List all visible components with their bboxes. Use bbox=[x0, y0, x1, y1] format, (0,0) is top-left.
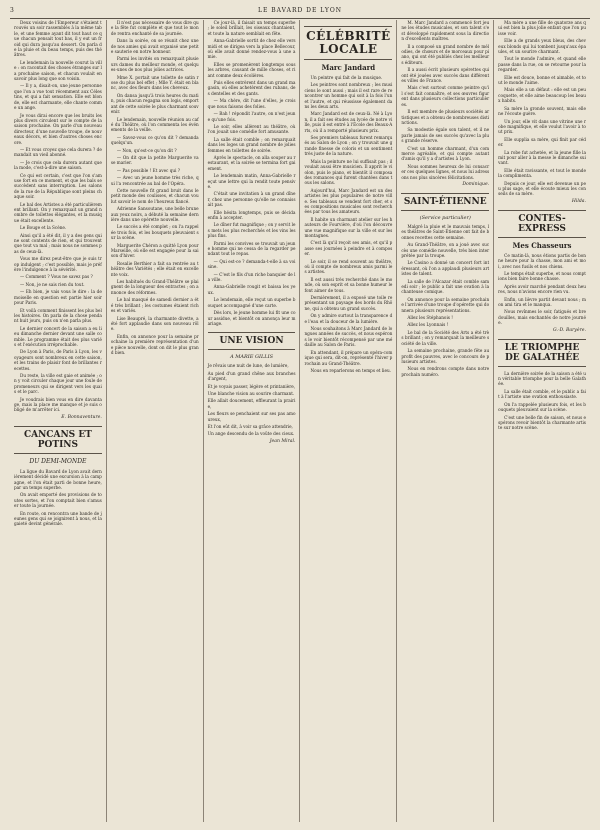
article-paragraph: Ce jour-là, il faisait un temps superbe ; le soleil brillait, les oiseaux chantaient, et toute la nature semblait en fête. bbox=[207, 20, 296, 36]
article-paragraph: Cette nouvelle fit grand bruit dans le petit monde des coulisses, et chacun voulut savoir le nom de l'heureux fiancé. bbox=[110, 187, 199, 204]
article-paragraph: Dans la soirée, on se réunit chez une de nos amies qui avait organisé une petite sauterie en notre honneur. bbox=[110, 38, 199, 55]
article-paragraph: C'est là qu'il reçoit ses amis, et qu'il passe ses journées à peindre et à composer. bbox=[304, 240, 393, 257]
article-paragraph: Ses premiers tableaux furent remarqués au Salon de Lyon ; on y trouvait une grande finesse de coloris et un sentiment très juste de la nature. bbox=[304, 135, 393, 157]
author-signature: Hilda. bbox=[571, 198, 586, 204]
article-paragraph: Le bal de la Société des Arts a été très brillant ; on y remarquait la meilleure société de la ville. bbox=[401, 329, 490, 346]
poem-line: Une blanche vision au sourire charmant. bbox=[207, 390, 295, 396]
article-paragraph: Le Casino a donné un concert fort intéressant, où l'on a applaudi plusieurs artistes de talent. bbox=[401, 260, 490, 277]
column-2 bbox=[107, 20, 204, 822]
article-paragraph: — Non, qu'est-ce qu'on dit ? bbox=[116, 147, 177, 153]
article-paragraph: — Eh bien, je vais vous le dire : la demoiselle en question est partie hier soir pour Paris. bbox=[14, 289, 102, 306]
poem-line: Et je voyais passer, légère et printanière, bbox=[207, 383, 296, 389]
article-paragraph: — Ma chère, dit l'une d'elles, je crois que nous faisons des folies. bbox=[207, 98, 296, 109]
article-paragraph: Allez les Stéphanois ! bbox=[407, 315, 453, 321]
article-paragraph: Il habite un charmant atelier sur les hauteurs de Fourvière, d'où l'on découvre une vue magnifique sur la ville et sur les montagnes. bbox=[304, 216, 393, 238]
page-number: 3 bbox=[10, 7, 15, 14]
section-subtitle: DU DEMI-MONDE bbox=[29, 457, 87, 465]
column-4 bbox=[300, 20, 397, 822]
section-title: CANCANS ET POTINS bbox=[14, 426, 102, 454]
article-paragraph: Le lendemain matin, Anna-Gabrielle reçut une lettre qui la rendit toute pensive. bbox=[207, 173, 296, 189]
article-paragraph: — Avec un jeune homme très riche, qui l'a rencontrée au bal de l'Opéra. bbox=[110, 175, 199, 186]
section-title: UNE VISION bbox=[208, 332, 296, 350]
article-paragraph: Malgré la pluie et le mauvais temps, les théâtres de Saint-Étienne ont fait de bonnes recettes cette semaine. bbox=[401, 223, 490, 240]
article-paragraph: — Il y a, disait-on, une jeune personne que l'on a vue tout récemment aux Célestins, et qui a fait sensation. Elle est blonde, elle est charmante, elle chante comme un ange. bbox=[14, 83, 102, 111]
article-paragraph: Rosalie Berthier a fait sa rentrée au théâtre des Variétés ; elle était en excellente voix. bbox=[110, 260, 199, 277]
article-paragraph: Ma mère a une fille de quatorze ans qui est bien la plus jolie enfant que l'on puisse voir. bbox=[498, 20, 586, 36]
article-paragraph: La semaine prochaine, grande fête au profit des pauvres, avec le concours de plusieurs artistes. bbox=[401, 348, 490, 364]
article-paragraph: — Comment ? Vous ne savez pas ? bbox=[20, 274, 93, 280]
column-6 bbox=[494, 20, 590, 822]
article-paragraph: Le Bouge et la Scène. bbox=[20, 225, 67, 231]
article-paragraph: — Je crois que cela durera autant que la mode, c'est-à-dire une saison. bbox=[14, 159, 102, 171]
author-signature: G.-D. Baryère. bbox=[553, 327, 586, 333]
article-paragraph: Les peintres sont nombreux ; les musiciens le sont aussi ; mais il est rare de rencontrer un homme qui soit à la fois l'un et l'autre, et qui réussisse également dans les deux arts. bbox=[304, 82, 393, 110]
section-title: SAINT-ÉTIENNE bbox=[401, 193, 489, 211]
article-paragraph: Le soir, elles allèrent au théâtre, où l'on jouait une comédie fort amusante. bbox=[207, 123, 296, 135]
article-paragraph: Le lendemain, nouvelle réunion au café du Théâtre, où l'on commenta les événements de la veille. bbox=[110, 116, 199, 133]
article-paragraph: Après le spectacle, on alla souper au restaurant, et la soirée se termina fort gaiement. bbox=[207, 154, 296, 171]
article-paragraph: Un peintre qui fait de la musique. bbox=[310, 75, 383, 80]
poem-line: Un ange descendu de la voûte des cieux. bbox=[207, 431, 295, 437]
column-1 bbox=[10, 20, 107, 822]
article-paragraph: Ce qui est certain, c'est que l'on s'amuse fort en ce moment, et que les bals se succèdent sans interruption. Les salons de la rue de la République sont pleins chaque soir. bbox=[14, 172, 102, 200]
article-paragraph: Allez les Lyonnais ! bbox=[407, 322, 449, 328]
article-paragraph: Il a composé un grand nombre de mélodies, de chœurs et de morceaux pour piano, qui ont été publiés chez les meilleurs éditeurs. bbox=[401, 43, 490, 65]
article-paragraph: M. Marc Jandard a commencé fort jeune les études musicales, et son talent s'est développé rapidement sous la direction d'excellents maîtres. bbox=[401, 20, 490, 42]
poem-line: Les fleurs se penchaient sur ses pas amoureux, bbox=[207, 411, 296, 422]
article-paragraph: C'est un homme charmant, d'un commerce agréable, et qui compte autant d'amis qu'il y a d'artistes à Lyon. bbox=[401, 145, 490, 162]
article-paragraph: C'était une invitation à un grand dîner, chez une personne qu'elle ne connaissait pas. bbox=[207, 191, 296, 208]
article-paragraph: En route, on rencontra une bande de jeunes gens qui se joignirent à nous, et la gaieté devint générale. bbox=[14, 510, 102, 527]
article-paragraph: Il est aussi très recherché dans le monde, où son esprit et sa bonne humeur le font aimer de tous. bbox=[304, 276, 393, 293]
article-paragraph: Dernièrement, il a exposé une toile représentant un paysage des bords du Rhône, qui a obtenu un grand succès. bbox=[304, 295, 393, 311]
article-paragraph: On y admire surtout la transparence de l'eau et la douceur de la lumière. bbox=[304, 313, 393, 324]
article-paragraph: Mme X. portait une toilette de satin rose du plus bel effet ; Mlle Y. était en blanc, avec des fleurs dans les cheveux. bbox=[110, 74, 199, 91]
article-paragraph: On l'a rappelée plusieurs fois, et les bouquets pleuvaient sur la scène. bbox=[498, 401, 586, 413]
poem-line: Elle allait doucement, effleurant la prairie, bbox=[207, 398, 296, 409]
article-paragraph: Aujourd'hui, Marc Jandard est un des artistes les plus populaires de notre ville. Ses tableaux se vendent fort cher, et ses compositions musicales sont recherchées par tous les amateurs. bbox=[304, 187, 393, 215]
article-paragraph: La salle était comble ; on remarquait dans les loges un grand nombre de jolies femmes en toilettes de soirée. bbox=[207, 136, 296, 153]
article-paragraph: Parmi les invités on remarquait plusieurs dames du meilleur monde, et quelques-unes de nos plus jolies actrices. bbox=[110, 56, 199, 73]
section-subtitle: A MARIE GILLIS bbox=[230, 354, 274, 361]
article-paragraph: Il est membre de plusieurs sociétés artistiques et a obtenu de nombreuses distinctions. bbox=[401, 109, 490, 125]
article-paragraph: Le succès a été complet ; on l'a rappelée trois fois, et les bouquets pleuvaient sur la scène. bbox=[110, 224, 199, 241]
article-paragraph: La salle de l'Alcazar était comble samedi soir ; le public a fait une ovation à la chanteuse comique. bbox=[401, 278, 490, 295]
running-head bbox=[10, 6, 590, 19]
article-paragraph: — Bah ! répondit l'autre, on n'est jeune qu'une fois. bbox=[207, 111, 296, 122]
article-paragraph: Parmi les convives se trouvait un jeune homme qui ne cessa de la regarder pendant tout le repas. bbox=[207, 240, 296, 257]
article-paragraph: Le lendemain, elle reçut un superbe bouquet accompagné d'une carte. bbox=[207, 297, 296, 308]
article-paragraph: Adrienne Sansoutane, une belle brune aux yeux noirs, a débuté la semaine dernière dans une opérette nouvelle. bbox=[110, 206, 199, 222]
section-title: CONTES-EXPRESS bbox=[498, 210, 586, 238]
section-subtitle: Marc Jandard bbox=[321, 63, 376, 72]
article-paragraph: La robe fut achetée, et la jeune fille la mit pour aller à la messe le dimanche suivant. bbox=[498, 149, 586, 166]
article-paragraph: Elle supplia sa mère, qui finit par céder. bbox=[498, 136, 586, 148]
article-paragraph: Le dîner fut magnifique ; on y servit les mets les plus recherchés et les vins les plus fins. bbox=[207, 222, 296, 239]
article-paragraph: La ligue du Bavard de Lyon avait dernièrement décidé une excursion à la campagne, et l'on était parti de bonne heure, par un temps superbe. bbox=[14, 468, 102, 491]
article-paragraph: — Qui est-ce ? demanda-t-elle à sa voisine. bbox=[207, 258, 296, 270]
article-paragraph: Le bal masqué de samedi dernier a été très brillant ; les costumes étaient riches et variés. bbox=[110, 297, 199, 314]
article-paragraph: Mais la peinture ne lui suffisait pas ; il voulait aussi être musicien. Il apprit le violon, puis le piano, et bientôt il composa des romances qui furent chantées dans tous les salons. bbox=[304, 158, 393, 186]
columns bbox=[10, 20, 590, 822]
article-paragraph: Après avoir marché pendant deux heures, nous n'avions encore rien vu. bbox=[498, 283, 586, 295]
article-paragraph: Le lendemain la nouvelle courut la ville : on racontait des choses étranges sur la prochaine saison, et chacun voulait en savoir plus long que son voisin. bbox=[14, 59, 102, 82]
article-paragraph: Elles se promenèrent longtemps sous les arbres, causant de mille choses, et riant comme deux écolières. bbox=[207, 61, 296, 78]
article-paragraph: Et voilà comment finissent les plus belles histoires. On parla de la chose pendant huit jours, puis on n'en parla plus. bbox=[14, 307, 102, 324]
article-paragraph: Tout le monde l'admire, et quand elle passe dans la rue, on se retourne pour la regarder. bbox=[498, 56, 586, 73]
article-paragraph: Sa mère la gronde souvent, mais elle ne l'écoute guère. bbox=[498, 105, 586, 117]
article-paragraph: — C'est le fils d'un riche banquier de la ville. bbox=[207, 271, 296, 283]
section-subtitle: Mes Chasseurs bbox=[512, 240, 572, 250]
article-paragraph: Au Grand-Théâtre, on a joué avec succès une comédie nouvelle, très bien interprétée par la troupe. bbox=[401, 242, 490, 258]
article-paragraph: On dansa jusqu'à trois heures du matin, puis chacun regagna son logis, emportant de cette soirée le plus charmant souvenir. bbox=[110, 92, 199, 115]
article-paragraph: Il a aussi écrit plusieurs opérettes qui ont été jouées avec succès dans différentes villes de France. bbox=[401, 67, 490, 84]
article-paragraph: Marc Jandard est de ceux-là. Né à Lyon, il a fait ses études au lycée de notre ville, puis il est entré à l'École des Beaux-Arts, où il a remporté plusieurs prix. bbox=[304, 111, 393, 133]
section-title: CÉLÉBRITÉ LOCALE bbox=[304, 26, 392, 60]
article-paragraph: Elle était ravissante, et tout le monde la complimenta. bbox=[498, 167, 586, 179]
article-paragraph: La dernière soirée de la saison a été un véritable triomphe pour la belle Galathée. bbox=[498, 370, 586, 387]
article-paragraph: Elle a de grands yeux bleus, des cheveux blonds qui lui tombent jusqu'aux épaules, et un sourire charmant. bbox=[498, 38, 586, 55]
article-paragraph: Deux voisins de l'Empereur s'étaient trouvés un soir rassemblés à la même table, et une femme ayant dit tout haut ce que chacun pensait tout bas, il y eut un froid qui dura jusqu'au dessert. On parla de la pluie et du beau temps, puis des théâtres. bbox=[14, 20, 102, 58]
article-paragraph: Ainsi qu'il a été dit, il y a des gens qui ne sont contents de rien, et qui trouvent que tout va mal ; mais nous ne sommes pas de ceux-là. bbox=[14, 232, 102, 254]
article-paragraph: Anna-Gabrielle sortit de chez elle vers midi et se dirigea vers la place Bellecour, où elle avait donné rendez-vous à une amie. bbox=[207, 38, 296, 60]
poem bbox=[208, 363, 296, 436]
article-paragraph: — On dit que la petite Marguerite va se marier. bbox=[110, 154, 199, 166]
article-paragraph: Il n'est pas nécessaire de vous dire que la fête fut complète et que tout le monde rentra enchanté de sa journée. bbox=[110, 20, 199, 36]
poem-line: Je rêvais une nuit de lune, de lumière, bbox=[207, 363, 289, 369]
author-signature: Dominique. bbox=[462, 181, 490, 187]
article-paragraph: Les habitués du Grand-Théâtre se plaignent de la longueur des entractes ; on annonce des réformes. bbox=[110, 279, 199, 295]
article-paragraph: Je vous dirai encore que les bruits les plus divers circulent sur le compte de la saison prochaine. On parle d'un nouveau directeur, d'une nouvelle troupe, de nouveaux décors, et bien d'autres choses encore. bbox=[14, 112, 102, 145]
article-paragraph: Elle est douce, bonne et aimable, et tout le monde l'aime. bbox=[498, 74, 586, 86]
article-paragraph: La salle était comble, et le public a fait à l'artiste une ovation enthousiaste. bbox=[498, 388, 586, 400]
article-paragraph: Mais elle a un défaut : elle est un peu coquette, et elle aime beaucoup les beaux habits. bbox=[498, 87, 586, 104]
article-paragraph: — Et vous croyez que cela durera ? demandait un vieil abonné. bbox=[14, 146, 102, 158]
section-subtitle: (Service particulier) bbox=[419, 214, 471, 221]
article-paragraph: Mais c'est surtout comme peintre qu'il s'est fait connaître, et ses œuvres figurent dans plusieurs collections particulières. bbox=[401, 85, 490, 107]
author-signature: Jean Miral. bbox=[269, 438, 296, 444]
poem-line: Et l'on eût dit, à voir sa grâce attendrie, bbox=[207, 423, 293, 429]
article-paragraph: Nous revînmes le soir, fatigués et bredouilles, mais enchantés de notre journée. bbox=[498, 309, 586, 326]
article-paragraph: Le dernier concert de la saison a eu lieu dimanche dernier devant une salle comble. Le programme était des plus variés et l'exécution irréprochable. bbox=[14, 325, 102, 347]
article-paragraph: Je voudrais bien vous en dire davantage, mais la place me manque et je suis obligé de m'arrêter ici. bbox=[14, 396, 102, 413]
author-signature: E. Bonnaventure. bbox=[61, 414, 102, 420]
article-paragraph: Puis elles entrèrent dans un grand magasin, où elles achetèrent des rubans, des dentelles et des gants. bbox=[207, 80, 296, 96]
article-paragraph: Nous sommes heureux de lui consacrer ces quelques lignes, et nous lui adressons nos plus sincères félicitations. bbox=[401, 163, 490, 180]
column-3 bbox=[204, 20, 301, 822]
article-paragraph: — Non, je ne sais rien du tout. bbox=[20, 281, 85, 287]
article-paragraph: En attendant, il prépare un opéra-comique qui sera, dit-on, représenté l'hiver prochain au Grand-Théâtre. bbox=[304, 349, 393, 366]
article-paragraph: De Lyon à Paris, de Paris à Lyon, les voyageurs sont nombreux en cette saison, et les trains de plaisir font de brillantes recettes. bbox=[14, 349, 102, 371]
article-paragraph: Nous en rendrons compte dans notre prochain numéro. bbox=[401, 366, 490, 377]
article-paragraph: Anna-Gabrielle rougit et baissa les yeux. bbox=[207, 284, 296, 295]
article-paragraph: Nous souhaitons à Marc Jandard de longues années de succès, et nous espérons le voir bientôt récompensé par une médaille au Salon de Paris. bbox=[304, 326, 393, 348]
article-paragraph: On annonce pour la semaine prochaine l'arrivée d'une troupe d'opérette qui donnera plusieurs représentations. bbox=[401, 296, 490, 313]
newspaper-title: LE BAVARD DE LYON bbox=[257, 7, 343, 14]
article-paragraph: — Savez-vous ce qu'on dit ? demanda quelqu'un. bbox=[110, 134, 199, 146]
article-paragraph: Lise Beaupré, la charmante divette, a été fort applaudie dans son nouveau rôle. bbox=[110, 315, 199, 332]
article-paragraph: — Pas possible ! Et avec qui ? bbox=[116, 167, 181, 173]
article-paragraph: Depuis ce jour, elle est devenue un peu plus sage, et elle écoute mieux les conseils de sa mère. bbox=[498, 180, 586, 197]
section-title: LE TRIOMPHE DE GALATHÉE bbox=[498, 339, 586, 367]
article-paragraph: Le temps était superbe, et nous comptions bien faire bonne chasse. bbox=[498, 271, 586, 282]
article-paragraph: Le soir, il se rend souvent au théâtre, où il compte de nombreux amis parmi les artistes. bbox=[304, 258, 393, 275]
article-paragraph: Dès lors, le jeune homme lui fit une cour assidue, et bientôt on annonça leur mariage. bbox=[207, 310, 296, 326]
article-paragraph: On avait emporté des provisions de toutes sortes, et l'on comptait bien s'amuser toute la journée. bbox=[14, 492, 102, 509]
article-paragraph: Enfin, un lièvre partit devant nous ; mon ami tira et le manqua. bbox=[498, 296, 586, 308]
article-paragraph: Sa modestie égale son talent, et il ne parle jamais de ses succès qu'avec la plus grande réserve. bbox=[401, 127, 490, 144]
poem-line: Au pied d'un grand chêne aux branches d'argent, bbox=[207, 370, 296, 382]
article-paragraph: Ce matin-là, nous étions partis de bonne heure pour la chasse, mon ami et moi, avec nos fusils et nos chiens. bbox=[498, 252, 586, 269]
article-paragraph: Un jour, elle vit dans une vitrine une robe magnifique, et elle voulut l'avoir à tout prix. bbox=[498, 118, 586, 135]
article-paragraph: C'est une belle fin de saison, et nous espérons revoir bientôt la charmante artiste sur notre scène. bbox=[498, 414, 586, 431]
article-paragraph: Marguerite Chéron a quitté Lyon pour Marseille, où elle est engagée pour la saison d'hiver. bbox=[110, 242, 199, 259]
article-paragraph: Elle hésita longtemps, puis se décida enfin à accepter. bbox=[207, 209, 296, 220]
article-paragraph: Vous me direz peut-être que je suis trop indulgent ; c'est possible, mais je préfère l'indulgence à la sévérité. bbox=[14, 256, 102, 273]
article-paragraph: Enfin, on annonce pour la semaine prochaine la première représentation d'une pièce nouvelle, dont on dit le plus grand bien. bbox=[110, 333, 199, 355]
column-5 bbox=[397, 20, 494, 822]
article-paragraph: Du reste, la ville est gaie et animée ; on y voit circuler chaque jour une foule de promeneurs qui se dirigent vers les quais et le parc. bbox=[14, 372, 102, 395]
article-paragraph: Le bal des Artistes a été particulièrement brillant. On y remarquait un grand nombre de toilettes élégantes, et la musique était excellente. bbox=[14, 201, 102, 223]
article-paragraph: Nous en reparlerons en temps et lieu. bbox=[310, 367, 392, 373]
